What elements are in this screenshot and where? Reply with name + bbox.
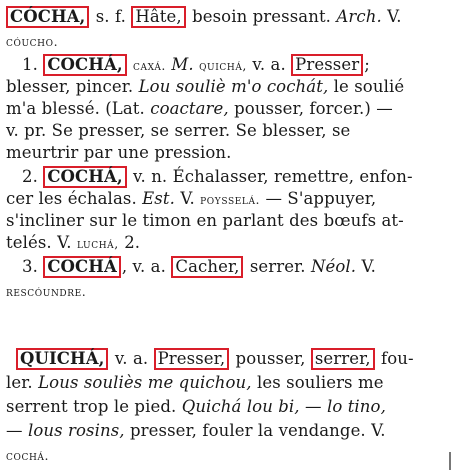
translation-text: presser, fouler la vendange. V. [129,421,386,440]
entry-quicha-line-4 [6,420,386,442]
gloss-text: blesser, pincer. [6,77,134,96]
usage-label: Néol. [310,257,357,276]
translation-text: les souliers me [256,373,384,392]
sense-number: 2. [22,167,38,186]
gloss-serrer-highlight: serrer, [311,348,375,370]
definition-text: meurtrir par une pression. [6,143,232,162]
translation-text: m'a blessé. (Lat. [6,99,145,118]
see-label: V. [361,257,376,276]
variant-form: caxá. [133,58,166,73]
example-text: Lous souliès me quichou, [38,373,252,392]
sense-1-line-5 [6,142,231,164]
definition-text: cer les échalas. [6,189,137,208]
cross-reference: poysselá. [200,192,261,207]
etymology-gloss: pousser, forcer.) — [234,99,393,118]
entry-quicha-line-1 [16,348,414,370]
sense-3-line-2 [6,280,86,303]
sense-1-line-2 [6,76,404,98]
headword-quicha-highlight: QUICHÁ, [16,348,108,370]
cross-reference: cóucho. [6,34,59,49]
gloss-text: ler. [6,373,33,392]
sense-ref: 2. [124,233,141,252]
pos-label: s. f. [95,7,126,26]
scan-mark [449,452,451,470]
gloss-presser-highlight: Presser [291,54,363,76]
sense-1-line-1 [22,54,370,77]
example-text: Lou souliè m'o cochát, [138,77,329,96]
sense-1-line-4 [6,120,350,142]
headword-cocha-highlight: COCHÁ, [43,166,126,188]
see-label: V. [387,7,402,26]
cross-reference: rescóundre. [6,284,87,299]
sense-1-line-3 [6,98,393,120]
sense-2-line-1 [22,166,413,188]
definition-text: — S'appuyer, [265,189,377,208]
sense-number: 1. [22,55,38,74]
gloss-text: besoin pressant. [192,7,332,26]
variant-form: quichá, [199,58,247,73]
pos-label: v. a. [252,55,286,74]
see-label: V. [180,189,195,208]
example-text: Quichá lou bi, — lo tino, [181,397,386,416]
entry-quicha-line-5 [6,444,49,467]
translation-text: le soulié [333,77,405,96]
gloss-cacher-highlight: Cacher, [171,256,243,278]
dash: — [6,421,23,440]
definition-text: v. n. Échalasser, remettre, enfon- [133,167,413,186]
example-text: lous rosins, [27,421,125,440]
usage-label: Arch. [336,7,382,26]
sense-2-line-2 [6,188,376,211]
headword-cocha-highlight: COCHÁ, [43,54,126,76]
gloss-text: fou- [381,349,414,368]
gloss-text: pousser, [235,349,306,368]
definition-text: v. pr. Se presser, se serrer. Se blesser, se [6,121,351,140]
dialect-label: Est. [142,189,175,208]
sense-number: 3. [22,257,38,276]
cross-reference: luchá, [76,236,119,251]
sense-3-line-1 [22,256,376,278]
etymology: coactare, [150,99,229,118]
punctuation: ; [364,55,370,74]
definition-text: s'incliner sur le timon en parlant des bœufs at- [6,211,404,230]
dialect-label: M. [171,55,194,74]
definition-text: telés. V. [6,233,72,252]
entry-quicha-line-2 [6,372,384,394]
headword-cocha-highlight: COCHÁ [43,256,121,278]
entry-cocha-line-2 [6,30,58,53]
sense-2-line-3 [6,210,404,232]
cross-reference: cochá. [6,448,50,463]
gloss-presser-highlight: Presser, [154,348,230,370]
headword-cocha-highlight: CÓCHA, [6,6,89,28]
gloss-hate-highlight: Hâte, [131,6,185,28]
translation-text: serrent trop le pied. [6,397,177,416]
pos-label: v. a. [114,349,149,368]
entry-quicha-line-3 [6,396,386,418]
entry-cocha-line-1 [6,6,402,28]
gloss-text: serrer. [249,257,306,276]
pos-label: , v. a. [121,257,166,276]
sense-2-line-4 [6,232,140,255]
